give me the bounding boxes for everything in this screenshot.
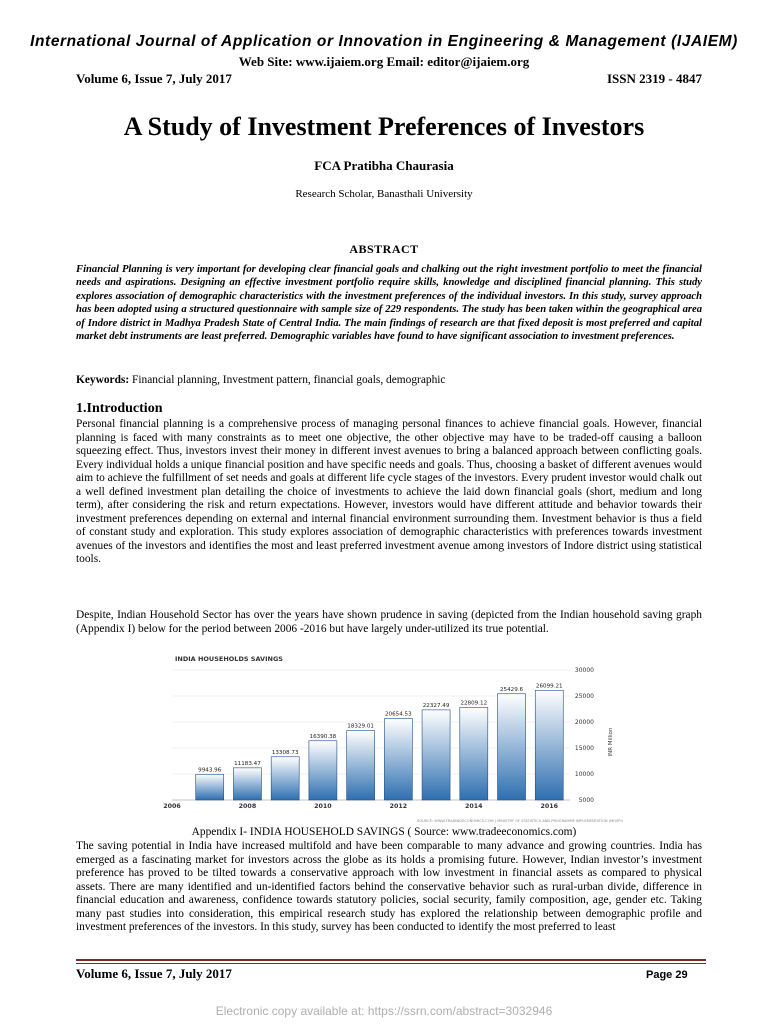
chart-bar: [347, 731, 375, 800]
abstract-heading: ABSTRACT: [349, 242, 419, 256]
chart-bar: [535, 690, 563, 800]
chart-bar: [460, 707, 488, 800]
chart-y-axis-label: INR Million: [608, 727, 614, 757]
chart-data-label: 20654.53: [384, 711, 412, 718]
journal-name: International Journal of Application or Innovation in Engineering & Management (IJAIEM): [30, 33, 738, 50]
chart-data-label: 22809.12: [460, 700, 488, 707]
chart-bar: [309, 741, 337, 800]
chart-data-label: 9943.96: [198, 767, 222, 774]
author-affiliation: Research Scholar, Banasthali University: [295, 188, 473, 200]
introduction-paragraph-1: Personal financial planning is a comprehensive process of managing personal finances to achieve financial goals. However, financial planning is faced with many constraints as to meet one objective, the other objective may have to be traded-off causing a balloon squeezing effect. Thus, investors invest their money in different invest avenues to bring a balanced approach between conflicting goals. Every individual holds a unique financial position and have specific needs and goals. Thus, choosing a basket of different avenues would aim to achieve the fulfillment of set needs and goals at different life cycle stages of the investors. Every prudent investor would chalk out a well defined investment plan detailing the choice of investments to achieve the laid down financial goals (short, medium and long term), after considering the risk and return expectations. However, investors would have different attitude and behavior towards their investment preferences depending on external and internal financial environment surrounding them. Investment behavior is thus a field of constant study and exploration. This study explores association of demographic characteristics with preferences towards investment avenues of the investors and identifies the most and least preferred investment avenue among investors of Indore district using statistical tools.: [76, 418, 702, 565]
chart-x-tick-label: 2006: [163, 803, 181, 810]
chart-source-note: SOURCE: WWW.TRADINGECONOMICS.COM | MINISTRY OF STATISTICS AND PROGRAMME IMPLEMENTATION (MOSPI): [417, 819, 623, 823]
chart-bar: [196, 774, 224, 800]
chart-x-tick-label: 2016: [540, 803, 559, 810]
paper-title: A Study of Investment Preferences of Investors: [123, 112, 645, 141]
chart-title: INDIA HOUSEHOLDS SAVINGS: [175, 655, 283, 663]
chart-y-tick-label: 25000: [574, 693, 594, 700]
chart-y-tick-label: 15000: [574, 745, 594, 752]
page-number: Page 29: [646, 969, 688, 981]
chart-data-label: 26099.21: [535, 683, 563, 690]
chart-x-tick-label: 2012: [389, 803, 408, 810]
chart-x-tick-label: 2014: [465, 803, 483, 810]
section-heading-introduction: 1.Introduction: [76, 401, 163, 416]
chart-data-label: 25429.6: [499, 686, 524, 693]
household-savings-chart: [160, 652, 626, 824]
chart-bar: [384, 719, 412, 800]
footer-rule-thick: [76, 959, 706, 961]
chart-data-label: 22327.49: [422, 702, 450, 709]
abstract-text: Financial Planning is very important for developing clear financial goals and chalking out the right investment portfolio to meet the financial needs and aspirations. Designing an effective investment portfolio require skills, knowledge and disciplined financial planning. This study explores association of demographic characteristics with the investment preferences of the individual investors. In this study, survey approach has been adopted using a structured questionnaire with sample size of 229 respondents. The study has been taken within the geographical area of Indore district in Madhya Pradesh State of Central India. The main findings of research are that fixed deposit is most preferred and capital market debt instruments are least preferred. Demographic variables have found to have significant association to investment preferences.: [76, 264, 702, 343]
chart-data-label: 16390.38: [309, 733, 337, 740]
author-name: FCA Pratibha Chaurasia: [314, 158, 454, 173]
chart-y-tick-label: 30000: [574, 667, 594, 674]
journal-website: Web Site: www.ijaiem.org Email: editor@ijaiem.org: [238, 54, 530, 69]
chart-x-tick-label: 2008: [238, 803, 257, 810]
chart-bar: [498, 694, 526, 800]
chart-x-tick-label: 2010: [314, 803, 332, 810]
footer-rule-thin: [76, 963, 706, 964]
volume-issue: Volume 6, Issue 7, July 2017: [76, 71, 232, 86]
footer-volume-issue: Volume 6, Issue 7, July 2017: [76, 966, 232, 981]
keywords: [76, 374, 702, 388]
chart-y-tick-label: 5000: [578, 797, 594, 804]
chart-bar: [271, 757, 299, 800]
introduction-paragraph-3: The saving potential in India have increased multifold and have been comparable to many advance and growing countries. India has emerged as a fascinating market for investors across the globe as its holds a promising future. However, Indian investor’s investment preference has proved to be tilted towards a conservative approach with low investment in financial assets as compared to physical assets. There are many identified and un-identified factors behind the conservative behavior such as rural-urban divide, difference in financial education and awareness, confidence towards statutory policies, social security, family composition, age, gender etc. Taking many past studies into consideration, this empirical research study has explored the relationship between demographic profile and investment preferences of the investors. In this study, survey has been conducted to identify the most preferred to least: [76, 840, 702, 933]
chart-y-tick-label: 10000: [574, 771, 594, 778]
chart-data-label: 13308.73: [271, 749, 299, 756]
ssrn-notice: Electronic copy available at: https://ssrn.com/abstract=3032946: [215, 1004, 553, 1018]
introduction-paragraph-2: Despite, Indian Household Sector has over the years have shown prudence in saving (depicted from the Indian household saving graph (Appendix I) below for the period between 2006 -2016 but have largely under-utilized its true potential.: [76, 609, 702, 635]
figure-caption: Appendix I- INDIA HOUSEHOLD SAVINGS ( Source: www.tradeeconomics.com): [191, 826, 577, 838]
chart-y-tick-label: 20000: [574, 719, 594, 726]
chart-data-label: 18329.01: [347, 723, 374, 730]
issn: ISSN 2319 - 4847: [607, 71, 702, 86]
keywords-text: Financial planning, Investment pattern, financial goals, demographic: [132, 374, 446, 386]
chart-bar: [233, 768, 261, 800]
chart-data-label: 11183.47: [234, 760, 261, 767]
chart-bar: [422, 710, 450, 800]
keywords-label: Keywords:: [76, 374, 130, 386]
